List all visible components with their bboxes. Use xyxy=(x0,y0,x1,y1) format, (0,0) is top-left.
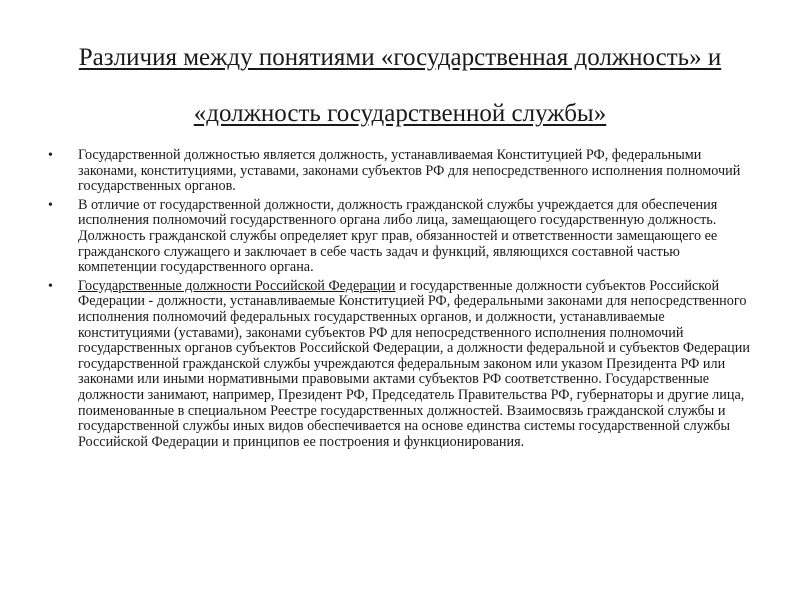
state-positions-link[interactable]: Государственные должности Российской Федерации xyxy=(78,277,396,294)
bullet-text: Государственной должностью является должность, устанавливаемая Конституцией РФ, федеральными законами, конституциями, уставами, законами субъектов РФ для непосредственного исполнения полномочий государственных органов. xyxy=(78,147,741,195)
bullet-item-2 xyxy=(48,198,758,276)
bullet-text: и государственные должности субъектов Российской Федерации - должности, устанавливаемые Конституцией РФ, федеральными законами для непосредственного исполнения полномочий федеральных государственных органов, и должности, устанавливаемые конституциями (уставами), законами субъектов РФ для непосредственного исполнения полномочий государственных органов субъектов Российской Федерации, а должности федеральной и субъектов Федерации государственной гражданской службы учреждаются федеральным законом или указом Президента РФ или законами или иными нормативными правовыми актами субъектов РФ соответственно. Государственные должности занимают, например, Президент РФ, Председатель Правительства РФ, губернаторы и другие лица, поименованные в специальном Реестре государственных должностей. Взаимосвязь гражданской службы и государственной службы иных видов обеспечивается на основе единства системы государственной службы Российской Федерации и принципов ее построения и функционирования. xyxy=(78,277,750,450)
bullet-list xyxy=(48,148,758,453)
bullet-item-3 xyxy=(48,279,758,451)
bullet-text: В отличие от государственной должности, должность гражданской службы учреждается для обеспечения исполнения полномочий государственного органа либо лица, замещающего государственную должность. Должность гражданской службы определяет круг прав, обязанностей и ответственности замещающего ее гражданского служащего и заключает в себе часть задач и функций, являющихся составной частью компетенции государственного органа. xyxy=(78,196,718,276)
bullet-icon: • xyxy=(48,148,53,163)
slide-title xyxy=(40,30,760,142)
bullet-icon: • xyxy=(48,278,53,294)
title-line-1: Различия между понятиями «государственная должность» и xyxy=(78,44,722,71)
bullet-item-1 xyxy=(48,148,758,195)
title-line-2: «должность государственной службы» xyxy=(193,100,607,127)
bullet-icon: • xyxy=(48,197,53,213)
